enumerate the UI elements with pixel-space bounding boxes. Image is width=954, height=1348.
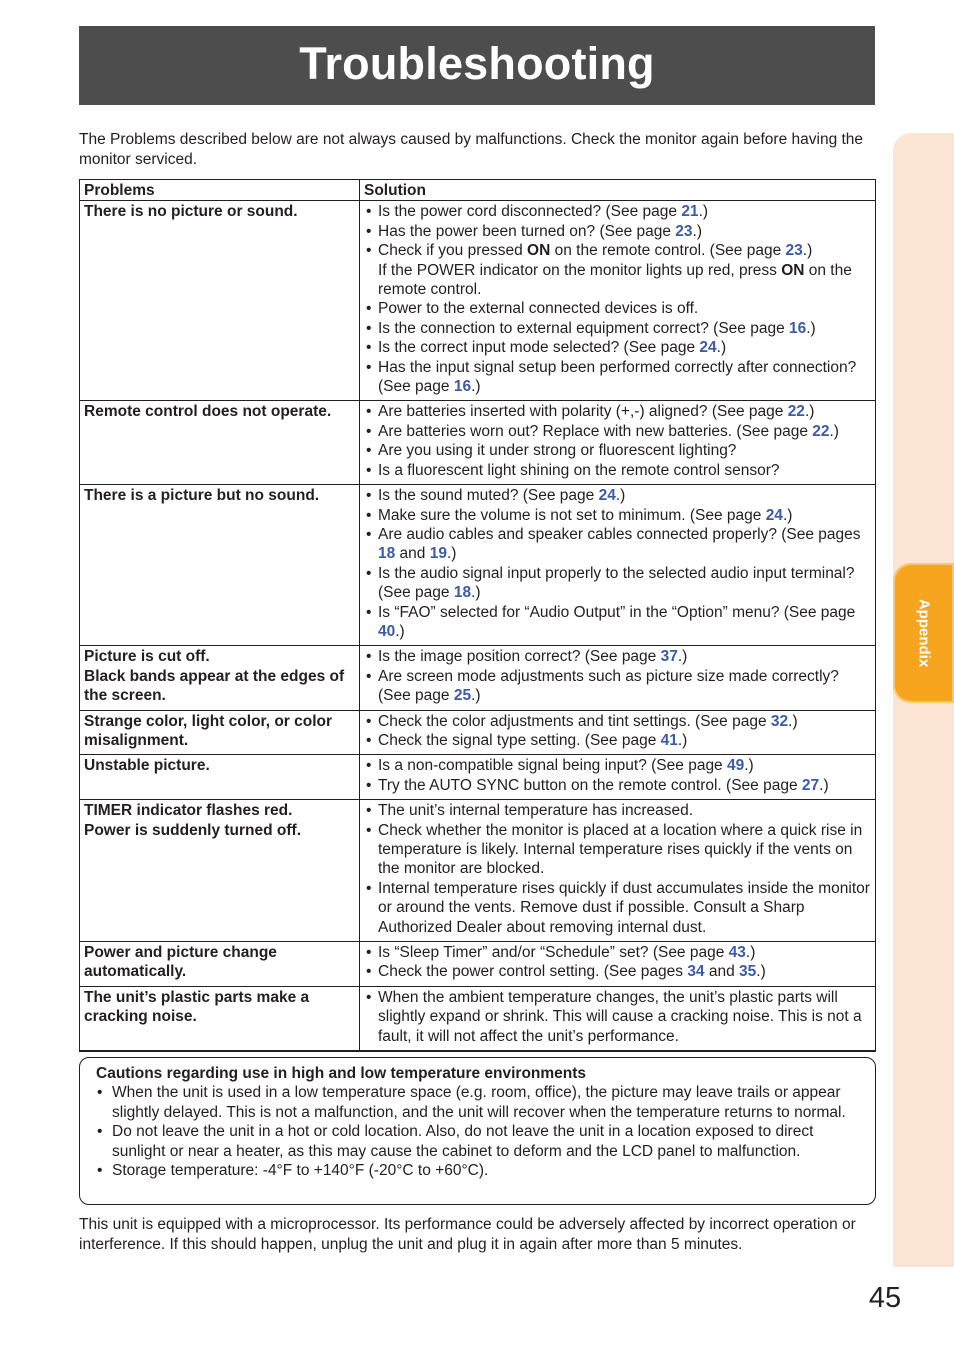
button-name-text: ON <box>527 242 551 260</box>
solution-text: Make sure the volume is not set to minimum. (See page <box>378 506 766 524</box>
solution-text: .) <box>471 584 481 602</box>
solution-text: Check the signal type setting. (See page <box>378 731 661 749</box>
solution-text: Are batteries worn out? Replace with new batteries. (See page <box>378 422 813 440</box>
table-row <box>80 942 876 987</box>
table-row <box>80 755 876 800</box>
solution-text: .) <box>446 545 457 563</box>
solution-text: .) <box>819 776 829 794</box>
solution-text: Is a non-compatible signal being input? (See page <box>378 757 727 775</box>
problem-text: Power is suddenly turned off. <box>84 821 302 839</box>
problem-cell <box>80 986 360 1051</box>
page-reference-link[interactable]: 21 <box>681 203 699 221</box>
problem-text: Remote control does not operate. <box>84 403 332 421</box>
solution-text: Are screen mode adjustments such as picture size made correctly? (See page <box>378 667 839 705</box>
page-reference-link[interactable]: 25 <box>453 687 472 705</box>
problem-cell <box>80 401 360 485</box>
solution-text: Power to the external connected devices is off. <box>378 300 699 318</box>
table-row <box>80 710 876 755</box>
page-reference-link[interactable]: 22 <box>812 422 830 440</box>
solution-list <box>362 756 873 795</box>
solution-text: Is the connection to external equipment correct? (See page <box>378 319 789 337</box>
solution-text: .) <box>744 757 754 775</box>
solution-list <box>362 202 873 396</box>
caution-list <box>88 1083 867 1180</box>
solution-item <box>362 603 873 642</box>
solution-item <box>362 731 873 750</box>
problem-cell <box>80 755 360 800</box>
header-problems: Problems <box>80 180 360 201</box>
problem-text: Power and picture change automatically. <box>84 944 277 981</box>
troubleshooting-table <box>79 179 876 1052</box>
page-reference-link[interactable]: 27 <box>801 776 820 794</box>
solution-text: .) <box>677 648 688 666</box>
page-reference-link[interactable]: 23 <box>785 242 803 260</box>
side-tab-label: Appendix <box>915 598 932 668</box>
solution-text: The unit’s internal temperature has increased. <box>378 802 694 820</box>
caution-item: • Storage temperature: -4°F to +140°F (-20°C to +60°C). <box>88 1161 867 1180</box>
solution-text: .) <box>745 944 756 962</box>
page-reference-link[interactable]: 40 <box>378 622 396 640</box>
solution-cell <box>360 986 876 1051</box>
problem-text: There is no picture or sound. <box>84 203 298 221</box>
solution-item <box>362 319 873 338</box>
problem-text: The unit’s plastic parts make a cracking noise. <box>84 988 310 1026</box>
solution-cell <box>360 646 876 710</box>
solution-item <box>362 422 873 441</box>
solution-text: and <box>704 963 740 981</box>
page-reference-link[interactable]: 24 <box>598 487 616 505</box>
solution-cell <box>360 755 876 800</box>
problem-cell <box>80 800 360 942</box>
intro-text: The Problems described below are not always caused by malfunctions. Check the monitor again before having the monitor serviced. <box>79 131 864 168</box>
solution-text: .) <box>395 622 405 640</box>
problem-cell <box>80 710 360 755</box>
page-reference-link[interactable]: 49 <box>727 757 745 775</box>
problem-text: There is a picture but no sound. <box>84 487 320 505</box>
page-reference-link[interactable]: 18 <box>378 545 396 563</box>
page-reference-link[interactable]: 16 <box>453 378 472 396</box>
solution-item <box>362 241 873 299</box>
page-reference-link[interactable]: 41 <box>660 731 678 749</box>
solution-text: Is the correct input mode selected? (See page <box>378 339 700 357</box>
solution-text: and <box>395 545 430 563</box>
page-reference-link[interactable]: 43 <box>728 944 746 962</box>
solution-item <box>362 402 873 421</box>
solution-text: on the remote control. (See page <box>550 242 786 260</box>
solution-item <box>362 988 873 1046</box>
title-bar <box>79 26 875 105</box>
solution-item <box>362 461 873 480</box>
solution-item <box>362 486 873 505</box>
solution-cell <box>360 710 876 755</box>
solution-text: Check if you pressed <box>378 242 528 260</box>
table-row <box>80 201 876 401</box>
problem-text: Picture is cut off. <box>84 648 210 666</box>
solution-text: .) <box>802 242 813 260</box>
solution-text: .) <box>788 712 798 730</box>
solution-item <box>362 962 873 981</box>
solution-text: .) <box>692 222 703 240</box>
solution-item <box>362 441 873 460</box>
table-row <box>80 485 876 646</box>
solution-text: .) <box>806 319 816 337</box>
solution-item <box>362 879 873 937</box>
solution-text: on the remote control. <box>378 261 852 299</box>
solution-item <box>362 506 873 525</box>
caution-item: • Do not leave the unit in a hot or cold location. Also, do not leave the unit in a location exposed to direct sunlight or near a heater, as this may cause the cabinet to deform and the LCD panel to malfunction. <box>88 1122 867 1161</box>
outro-text: This unit is equipped with a microprocessor. Its performance could be adversely affected by incorrect operation or interference. If this should happen, unplug the unit and plug it in again after more than 5 minutes. <box>79 1216 856 1253</box>
solution-item <box>362 647 873 666</box>
solution-item <box>362 299 873 318</box>
solution-item <box>362 338 873 357</box>
solution-text: Internal temperature rises quickly if dust accumulates inside the monitor or around the vents. Remove dust if possible. Consult a Sharp Authorized Dealer about removing internal dust. <box>378 879 870 936</box>
solution-item <box>362 821 873 879</box>
solution-list <box>362 801 873 937</box>
solution-text: .) <box>782 506 793 524</box>
solution-item <box>362 712 873 731</box>
solution-list <box>362 402 873 480</box>
solution-text: .) <box>471 687 481 705</box>
page-title: Troubleshooting <box>299 37 655 89</box>
page-reference-link[interactable]: 32 <box>770 712 789 730</box>
solution-text: If the POWER indicator on the monitor lights up red, press <box>378 261 782 279</box>
page-reference-link[interactable]: 37 <box>660 648 678 666</box>
table-body <box>80 201 876 1051</box>
solution-item <box>362 667 873 706</box>
problem-text: Strange color, light color, or color misalignment. <box>84 712 333 749</box>
solution-text: .) <box>698 203 709 221</box>
solution-text: Is the sound muted? (See page <box>378 487 599 505</box>
table-row <box>80 986 876 1051</box>
solution-text: .) <box>829 422 839 440</box>
solution-item <box>362 222 873 241</box>
page-reference-link[interactable]: 34 <box>687 963 705 981</box>
solution-cell <box>360 485 876 646</box>
solution-text: Is “Sleep Timer” and/or “Schedule” set? (See page <box>378 944 729 962</box>
button-name-text: ON <box>781 261 805 279</box>
table-row <box>80 646 876 710</box>
solution-text: Check the power control setting. (See pages <box>378 963 688 981</box>
solution-text: Is a fluorescent light shining on the remote control sensor? <box>378 461 780 479</box>
solution-cell <box>360 942 876 987</box>
table-row <box>80 401 876 485</box>
solution-text: Are audio cables and speaker cables connected properly? (See pages <box>378 525 861 543</box>
caution-item: • When the unit is used in a low temperature space (e.g. room, office), the picture may leave trails or appear slightly delayed. This is not a malfunction, and the unit will recover when the temperature returns to normal. <box>88 1083 867 1122</box>
side-tab-appendix[interactable] <box>893 563 954 703</box>
solution-item <box>362 801 873 820</box>
page-reference-link[interactable]: 19 <box>429 545 447 563</box>
solution-text: Is “FAO” selected for “Audio Output” in the “Option” menu? (See page <box>378 603 856 621</box>
table-header-row <box>80 180 876 201</box>
problem-text: Black bands appear at the edges of the screen. <box>84 667 345 705</box>
solution-text: .) <box>804 403 815 421</box>
solution-text: Is the audio signal input properly to the selected audio input terminal? (See page <box>378 564 855 602</box>
solution-text: .) <box>615 487 626 505</box>
solution-text: .) <box>677 731 688 749</box>
solution-list <box>362 712 873 751</box>
solution-text: .) <box>716 339 727 357</box>
solution-item <box>362 202 873 221</box>
table-row <box>80 800 876 942</box>
solution-list <box>362 988 873 1046</box>
solution-text: Try the AUTO SYNC button on the remote control. (See page <box>378 776 802 794</box>
problem-cell <box>80 201 360 401</box>
page-reference-link[interactable]: 23 <box>675 222 693 240</box>
solution-item <box>362 525 873 564</box>
problem-cell <box>80 942 360 987</box>
page-reference-link[interactable]: 18 <box>453 584 472 602</box>
caution-box <box>79 1057 876 1205</box>
solution-text: Is the power cord disconnected? (See page <box>378 203 682 221</box>
solution-cell <box>360 201 876 401</box>
solution-list <box>362 486 873 641</box>
solution-list <box>362 647 873 705</box>
solution-text: Are you using it under strong or fluorescent lighting? <box>378 442 737 460</box>
page-number: 45 <box>868 1282 902 1314</box>
problem-text: TIMER indicator flashes red. <box>84 802 293 820</box>
solution-text: Is the image position correct? (See page <box>378 648 661 666</box>
solution-item <box>362 776 873 795</box>
problem-cell <box>80 646 360 710</box>
caution-title: Cautions regarding use in high and low temperature environments <box>96 1065 587 1082</box>
solution-text: .) <box>471 378 481 396</box>
solution-cell <box>360 800 876 942</box>
solution-text: Check whether the monitor is placed at a location where a quick rise in temperature is likely. Internal temperature rises quickly if the vents on the monitor are blocked. <box>378 821 863 878</box>
solution-text: When the ambient temperature changes, the unit’s plastic parts will slightly expand or shrink. This will cause a cracking noise. This is not a fault, it will not affect the unit’s performance. <box>378 988 862 1045</box>
page-reference-link[interactable]: 16 <box>789 319 807 337</box>
solution-cell <box>360 401 876 485</box>
solution-text: Are batteries inserted with polarity (+,-) aligned? (See page <box>378 403 788 421</box>
page-reference-link[interactable]: 22 <box>787 403 805 421</box>
page-reference-link[interactable]: 24 <box>765 506 783 524</box>
solution-item <box>362 564 873 603</box>
solution-item <box>362 358 873 397</box>
solution-text: .) <box>756 963 766 981</box>
problem-cell <box>80 485 360 646</box>
problem-text: Unstable picture. <box>84 757 210 775</box>
solution-text: Has the input signal setup been performed correctly after connection? (See page <box>378 358 857 396</box>
solution-item <box>362 943 873 962</box>
page-reference-link[interactable]: 24 <box>699 339 717 357</box>
header-solution: Solution <box>360 180 876 201</box>
solution-text: Check the color adjustments and tint settings. (See page <box>378 712 771 730</box>
page-reference-link[interactable]: 35 <box>739 963 757 981</box>
solution-item <box>362 756 873 775</box>
solution-list <box>362 943 873 982</box>
solution-text: Has the power been turned on? (See page <box>378 222 676 240</box>
